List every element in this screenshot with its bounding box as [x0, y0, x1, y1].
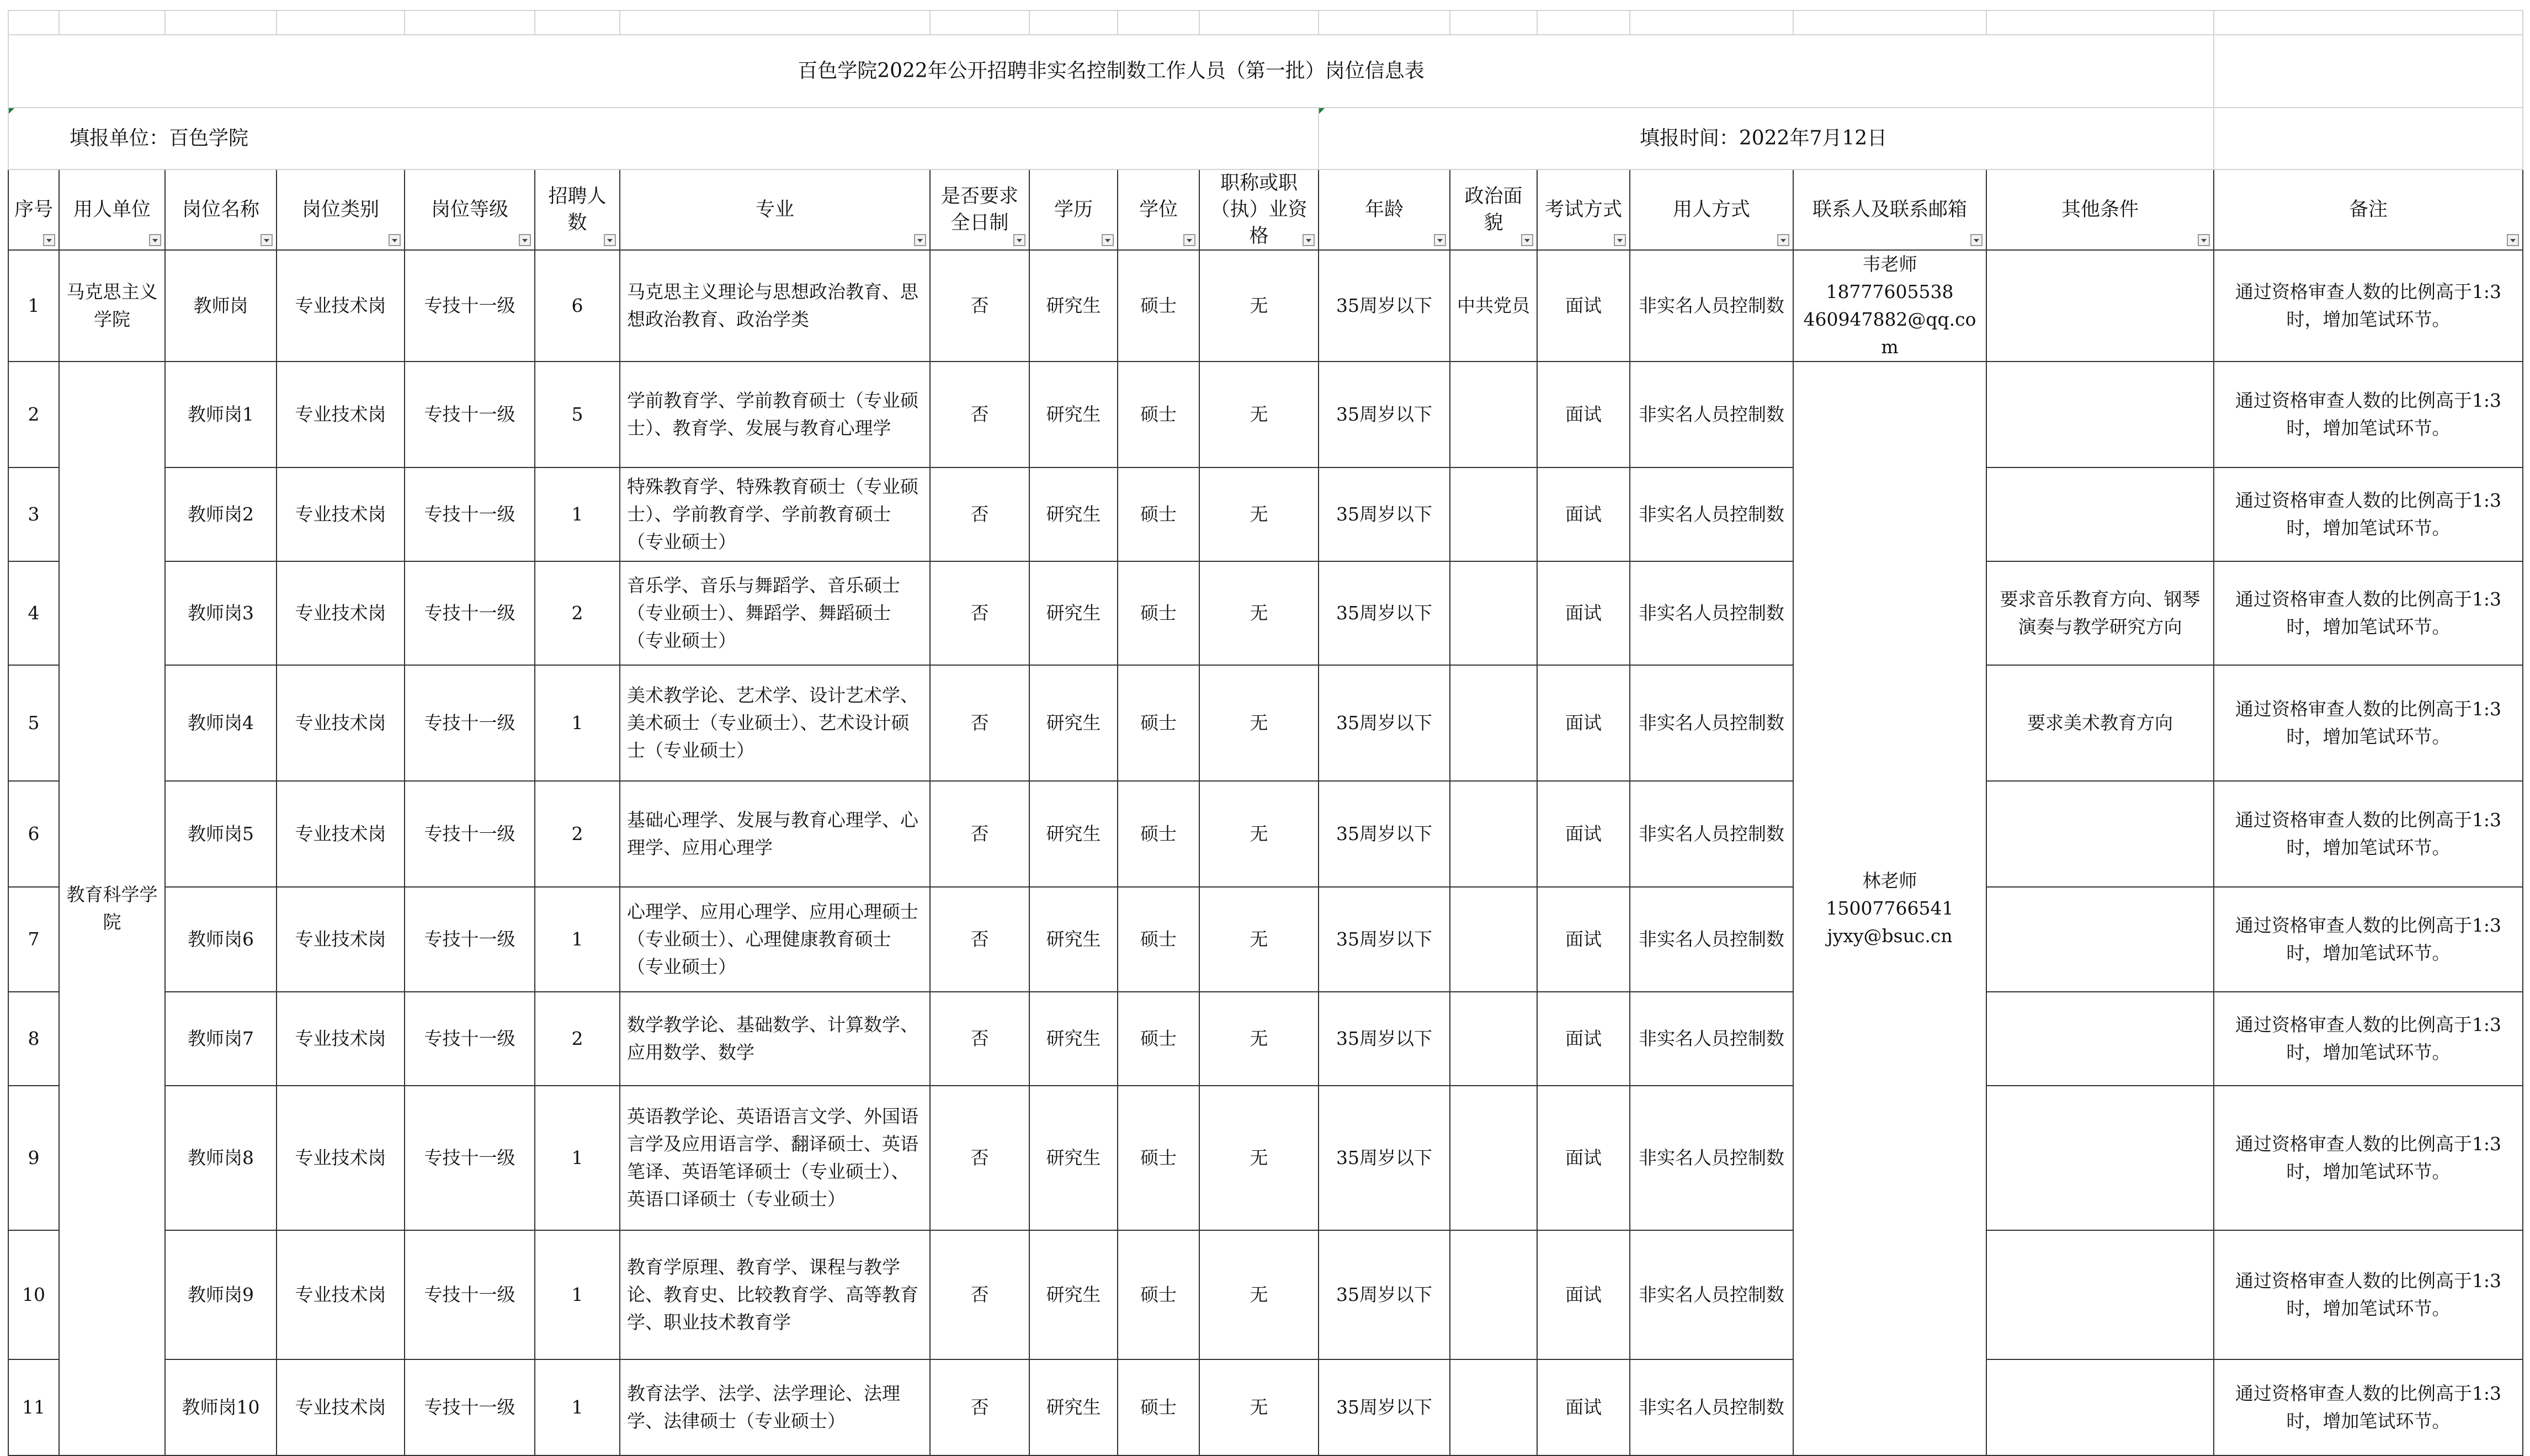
major-cell[interactable]: 基础心理学、发展与教育心理学、心理学、应用心理学 [620, 781, 930, 887]
fulltime-cell[interactable]: 否 [930, 665, 1029, 781]
age-cell[interactable]: 35周岁以下 [1319, 250, 1450, 362]
header-label: 岗位类别 [301, 199, 379, 221]
age-cell[interactable]: 35周岁以下 [1319, 992, 1450, 1086]
table-row [8, 250, 2523, 362]
major-cell[interactable]: 学前教育学、学前教育硕士（专业硕士）、教育学、发展与教育心理学 [620, 362, 930, 467]
header-cell[interactable] [165, 169, 277, 250]
row-number[interactable]: 9 [8, 1086, 59, 1230]
education-cell[interactable]: 研究生 [1029, 992, 1118, 1086]
political-cell[interactable] [1450, 362, 1537, 467]
education-cell[interactable]: 研究生 [1029, 1359, 1118, 1455]
title-row [8, 35, 2523, 108]
political-cell[interactable]: 中共党员 [1450, 250, 1537, 362]
exam-cell[interactable]: 面试 [1537, 250, 1630, 362]
note-cell[interactable]: 通过资格审查人数的比例高于1:3时，增加笔试环节。 [2214, 250, 2523, 362]
header-label: 是否要求全日制 [940, 185, 1018, 234]
row-number[interactable]: 3 [8, 467, 59, 561]
post-level[interactable]: 专技十一级 [405, 992, 535, 1086]
row-number[interactable]: 4 [8, 561, 59, 665]
filter-dropdown-icon[interactable] [1183, 234, 1195, 246]
filter-dropdown-icon[interactable] [519, 234, 531, 246]
filter-dropdown-icon[interactable] [389, 234, 401, 246]
education-cell[interactable]: 研究生 [1029, 887, 1118, 992]
header-cell[interactable] [1986, 169, 2214, 250]
contact-email: jyxy@bsuc.cn [1827, 925, 1953, 947]
major-cell[interactable]: 英语教学论、英语语言文学、外国语言学及应用语言学、翻译硕士、英语笔译、英语笔译硕士（专业硕士）、英语口译硕士（专业硕士） [620, 1086, 930, 1230]
header-cell[interactable] [59, 169, 165, 250]
table-row [8, 665, 2523, 781]
exam-cell[interactable]: 面试 [1537, 1230, 1630, 1359]
post-name[interactable]: 教师岗4 [165, 665, 277, 781]
political-cell[interactable] [1450, 1359, 1537, 1455]
qualification-cell[interactable]: 无 [1199, 1359, 1319, 1455]
spreadsheet [8, 10, 2523, 1456]
education-cell[interactable]: 研究生 [1029, 1230, 1118, 1359]
post-category[interactable]: 专业技术岗 [277, 1230, 405, 1359]
hire-count[interactable]: 5 [535, 362, 620, 467]
post-level[interactable]: 专技十一级 [405, 781, 535, 887]
exam-cell[interactable]: 面试 [1537, 467, 1630, 561]
political-cell[interactable] [1450, 665, 1537, 781]
fulltime-cell[interactable]: 否 [930, 1359, 1029, 1455]
cell-marker-icon [1319, 108, 1325, 114]
education-cell[interactable]: 研究生 [1029, 250, 1118, 362]
degree-cell[interactable]: 硕士 [1118, 781, 1199, 887]
post-name[interactable]: 教师岗7 [165, 992, 277, 1086]
job-info-table [8, 10, 2523, 1456]
post-name[interactable]: 教师岗2 [165, 467, 277, 561]
header-label: 职称或职（执）业资格 [1210, 172, 1307, 247]
note-cell[interactable]: 通过资格审查人数的比例高于1:3时，增加笔试环节。 [2214, 665, 2523, 781]
contact-name: 韦老师 [1862, 253, 1917, 275]
table-row [8, 1359, 2523, 1455]
header-label: 招聘人数 [548, 185, 607, 234]
post-category[interactable]: 专业技术岗 [277, 561, 405, 665]
table-row [8, 1230, 2523, 1359]
qualification-cell[interactable]: 无 [1199, 561, 1319, 665]
filter-dropdown-icon[interactable] [1614, 234, 1626, 246]
header-label: 用人方式 [1672, 199, 1750, 221]
post-category[interactable]: 专业技术岗 [277, 887, 405, 992]
hire-count[interactable]: 1 [535, 665, 620, 781]
degree-cell[interactable]: 硕士 [1118, 467, 1199, 561]
post-level[interactable]: 专技十一级 [405, 1086, 535, 1230]
header-cell[interactable] [1199, 169, 1319, 250]
other-conditions-cell[interactable] [1986, 1086, 2214, 1230]
header-cell[interactable] [1029, 169, 1118, 250]
political-cell[interactable] [1450, 887, 1537, 992]
filter-dropdown-icon[interactable] [261, 234, 273, 246]
major-cell[interactable]: 教育学原理、教育学、课程与教学论、教育史、比较教育学、高等教育学、职业技术教育学 [620, 1230, 930, 1359]
post-name[interactable]: 教师岗8 [165, 1086, 277, 1230]
header-label: 岗位等级 [430, 199, 508, 221]
header-cell[interactable] [1118, 169, 1199, 250]
post-level[interactable]: 专技十一级 [405, 887, 535, 992]
employment-mode-cell[interactable]: 非实名人员控制数 [1630, 1230, 1793, 1359]
contact-phone: 15007766541 [1826, 897, 1954, 919]
fulltime-cell[interactable]: 否 [930, 992, 1029, 1086]
post-category[interactable]: 专业技术岗 [277, 467, 405, 561]
filter-dropdown-icon[interactable] [1102, 234, 1114, 246]
header-cell[interactable] [1630, 169, 1793, 250]
contact-email: 460947882@qq.com [1803, 309, 1976, 358]
political-cell[interactable] [1450, 781, 1537, 887]
filter-dropdown-icon[interactable] [149, 234, 161, 246]
note-cell[interactable]: 通过资格审查人数的比例高于1:3时，增加笔试环节。 [2214, 467, 2523, 561]
other-conditions-cell[interactable] [1986, 992, 2214, 1086]
note-cell[interactable]: 通过资格审查人数的比例高于1:3时，增加笔试环节。 [2214, 887, 2523, 992]
employment-mode-cell[interactable]: 非实名人员控制数 [1630, 1086, 1793, 1230]
post-name[interactable]: 教师岗1 [165, 362, 277, 467]
exam-cell[interactable]: 面试 [1537, 561, 1630, 665]
table-row [8, 781, 2523, 887]
header-cell[interactable] [1319, 169, 1450, 250]
employment-mode-cell[interactable]: 非实名人员控制数 [1630, 665, 1793, 781]
qualification-cell[interactable]: 无 [1199, 467, 1319, 561]
post-name[interactable]: 教师岗5 [165, 781, 277, 887]
post-category[interactable]: 专业技术岗 [277, 250, 405, 362]
fulltime-cell[interactable]: 否 [930, 1086, 1029, 1230]
qualification-cell[interactable]: 无 [1199, 887, 1319, 992]
header-cell[interactable] [620, 169, 930, 250]
header-cell[interactable] [405, 169, 535, 250]
row-number[interactable]: 11 [8, 1359, 59, 1455]
post-name[interactable]: 教师岗 [165, 250, 277, 362]
major-cell[interactable]: 美术教学论、艺术学、设计艺术学、美术硕士（专业硕士）、艺术设计硕士（专业硕士） [620, 665, 930, 781]
filter-dropdown-icon[interactable] [2507, 234, 2519, 246]
fulltime-cell[interactable]: 否 [930, 1230, 1029, 1359]
other-conditions-cell[interactable] [1986, 250, 2214, 362]
note-cell[interactable]: 通过资格审查人数的比例高于1:3时，增加笔试环节。 [2214, 992, 2523, 1086]
post-level[interactable]: 专技十一级 [405, 665, 535, 781]
major-cell[interactable]: 音乐学、音乐与舞蹈学、音乐硕士（专业硕士）、舞蹈学、舞蹈硕士（专业硕士） [620, 561, 930, 665]
fulltime-cell[interactable]: 否 [930, 561, 1029, 665]
table-row [8, 561, 2523, 665]
age-cell[interactable]: 35周岁以下 [1319, 1086, 1450, 1230]
unit-cell[interactable]: 马克思主义学院 [59, 250, 165, 362]
contact-name: 林老师 [1862, 870, 1917, 891]
row-number[interactable]: 7 [8, 887, 59, 992]
hire-count[interactable]: 1 [535, 1086, 620, 1230]
note-cell[interactable]: 通过资格审查人数的比例高于1:3时，增加笔试环节。 [2214, 362, 2523, 467]
note-cell[interactable]: 通过资格审查人数的比例高于1:3时，增加笔试环节。 [2214, 1086, 2523, 1230]
filter-dropdown-icon[interactable] [1521, 234, 1533, 246]
employment-mode-cell[interactable]: 非实名人员控制数 [1630, 250, 1793, 362]
contact-phone: 18777605538 [1826, 281, 1954, 302]
header-label: 用人单位 [73, 199, 151, 221]
qualification-cell[interactable]: 无 [1199, 781, 1319, 887]
exam-cell[interactable]: 面试 [1537, 1359, 1630, 1455]
degree-cell[interactable]: 硕士 [1118, 362, 1199, 467]
note-cell[interactable]: 通过资格审查人数的比例高于1:3时，增加笔试环节。 [2214, 561, 2523, 665]
header-cell[interactable] [8, 169, 59, 250]
note-cell[interactable]: 通过资格审查人数的比例高于1:3时，增加笔试环节。 [2214, 1230, 2523, 1359]
filter-dropdown-icon[interactable] [2198, 234, 2210, 246]
degree-cell[interactable]: 硕士 [1118, 992, 1199, 1086]
exam-cell[interactable]: 面试 [1537, 665, 1630, 781]
hire-count[interactable]: 2 [535, 992, 620, 1086]
filter-dropdown-icon[interactable] [1434, 234, 1446, 246]
post-level[interactable]: 专技十一级 [405, 1230, 535, 1359]
exam-cell[interactable]: 面试 [1537, 887, 1630, 992]
hire-count[interactable]: 2 [535, 781, 620, 887]
filter-dropdown-icon[interactable] [1303, 234, 1315, 246]
post-category[interactable]: 专业技术岗 [277, 665, 405, 781]
post-name[interactable]: 教师岗9 [165, 1230, 277, 1359]
qualification-cell[interactable]: 无 [1199, 1086, 1319, 1230]
post-name[interactable]: 教师岗3 [165, 561, 277, 665]
employment-mode-cell[interactable]: 非实名人员控制数 [1630, 467, 1793, 561]
contact-cell[interactable] [1793, 362, 1986, 1455]
age-cell[interactable]: 35周岁以下 [1319, 665, 1450, 781]
age-cell[interactable]: 35周岁以下 [1319, 1230, 1450, 1359]
fill-time-cell[interactable] [1319, 108, 2214, 169]
other-conditions-cell[interactable]: 要求美术教育方向 [1986, 665, 2214, 781]
header-label: 岗位名称 [182, 199, 259, 221]
header-label: 学位 [1139, 199, 1178, 221]
other-conditions-cell[interactable] [1986, 887, 2214, 992]
employment-mode-cell[interactable]: 非实名人员控制数 [1630, 362, 1793, 467]
header-label: 年龄 [1364, 199, 1404, 221]
header-cell[interactable] [1537, 169, 1630, 250]
hire-count[interactable]: 1 [535, 1230, 620, 1359]
political-cell[interactable] [1450, 1086, 1537, 1230]
hire-count[interactable]: 1 [535, 1359, 620, 1455]
qualification-cell[interactable]: 无 [1199, 250, 1319, 362]
age-cell[interactable]: 35周岁以下 [1319, 887, 1450, 992]
header-label: 序号 [14, 199, 54, 221]
other-conditions-cell[interactable] [1986, 781, 2214, 887]
post-category[interactable]: 专业技术岗 [277, 362, 405, 467]
education-cell[interactable]: 研究生 [1029, 665, 1118, 781]
age-cell[interactable]: 35周岁以下 [1319, 1359, 1450, 1455]
hire-count[interactable]: 1 [535, 887, 620, 992]
fulltime-cell[interactable]: 否 [930, 887, 1029, 992]
header-label: 政治面貌 [1464, 185, 1523, 234]
header-label: 专业 [755, 199, 794, 221]
header-cell[interactable] [930, 169, 1029, 250]
header-cell[interactable] [2214, 169, 2523, 250]
political-cell[interactable] [1450, 561, 1537, 665]
fill-time: 填报时间：2022年7月12日 [1639, 127, 1888, 150]
hire-count[interactable]: 2 [535, 561, 620, 665]
filter-dropdown-icon[interactable] [914, 234, 926, 246]
age-cell[interactable]: 35周岁以下 [1319, 362, 1450, 467]
education-cell[interactable]: 研究生 [1029, 561, 1118, 665]
post-category[interactable]: 专业技术岗 [277, 781, 405, 887]
note-cell[interactable]: 通过资格审查人数的比例高于1:3时，增加笔试环节。 [2214, 781, 2523, 887]
employment-mode-cell[interactable]: 非实名人员控制数 [1630, 1359, 1793, 1455]
degree-cell[interactable]: 硕士 [1118, 665, 1199, 781]
fill-unit: 填报单位：百色学院 [70, 127, 249, 150]
degree-cell[interactable]: 硕士 [1118, 887, 1199, 992]
header-label: 备注 [2348, 199, 2388, 221]
employment-mode-cell[interactable]: 非实名人员控制数 [1630, 781, 1793, 887]
education-cell[interactable]: 研究生 [1029, 1086, 1118, 1230]
post-name[interactable]: 教师岗6 [165, 887, 277, 992]
post-category[interactable]: 专业技术岗 [277, 992, 405, 1086]
filter-dropdown-icon[interactable] [1013, 234, 1025, 246]
table-row [8, 467, 2523, 561]
header-cell[interactable] [277, 169, 405, 250]
header-row [8, 169, 2523, 250]
post-category[interactable]: 专业技术岗 [277, 1086, 405, 1230]
header-label: 其他条件 [2061, 199, 2139, 221]
qualification-cell[interactable]: 无 [1199, 665, 1319, 781]
filter-dropdown-icon[interactable] [43, 234, 55, 246]
exam-cell[interactable]: 面试 [1537, 781, 1630, 887]
contact-cell[interactable] [1793, 250, 1986, 362]
major-cell[interactable]: 特殊教育学、特殊教育硕士（专业硕士）、学前教育学、学前教育硕士（专业硕士） [620, 467, 930, 561]
degree-cell[interactable]: 硕士 [1118, 1359, 1199, 1455]
hire-count[interactable]: 1 [535, 467, 620, 561]
employment-mode-cell[interactable]: 非实名人员控制数 [1630, 887, 1793, 992]
age-cell[interactable]: 35周岁以下 [1319, 561, 1450, 665]
fulltime-cell[interactable]: 否 [930, 250, 1029, 362]
post-level[interactable]: 专技十一级 [405, 250, 535, 362]
fulltime-cell[interactable]: 否 [930, 467, 1029, 561]
post-level[interactable]: 专技十一级 [405, 467, 535, 561]
education-cell[interactable]: 研究生 [1029, 362, 1118, 467]
header-cell[interactable] [1450, 169, 1537, 250]
header-label: 联系人及联系邮箱 [1812, 199, 1967, 221]
header-label: 学历 [1054, 199, 1093, 221]
political-cell[interactable] [1450, 992, 1537, 1086]
post-level[interactable]: 专技十一级 [405, 1359, 535, 1455]
major-cell[interactable]: 心理学、应用心理学、应用心理硕士（专业硕士）、心理健康教育硕士（专业硕士） [620, 887, 930, 992]
degree-cell[interactable]: 硕士 [1118, 250, 1199, 362]
major-cell[interactable]: 数学教学论、基础数学、计算数学、应用数学、数学 [620, 992, 930, 1086]
table-row [8, 1086, 2523, 1230]
blank-row [8, 10, 2523, 35]
education-cell[interactable]: 研究生 [1029, 781, 1118, 887]
row-number[interactable]: 8 [8, 992, 59, 1086]
age-cell[interactable]: 35周岁以下 [1319, 467, 1450, 561]
employment-mode-cell[interactable]: 非实名人员控制数 [1630, 992, 1793, 1086]
header-cell[interactable] [1793, 169, 1986, 250]
employment-mode-cell[interactable]: 非实名人员控制数 [1630, 561, 1793, 665]
table-row [8, 992, 2523, 1086]
table-row [8, 362, 2523, 467]
fill-unit-cell[interactable] [8, 108, 1319, 169]
note-cell[interactable]: 通过资格审查人数的比例高于1:3时，增加笔试环节。 [2214, 1359, 2523, 1455]
political-cell[interactable] [1450, 467, 1537, 561]
other-conditions-cell[interactable] [1986, 467, 2214, 561]
row-number[interactable]: 6 [8, 781, 59, 887]
table-row [8, 887, 2523, 992]
filter-dropdown-icon[interactable] [604, 234, 616, 246]
fulltime-cell[interactable]: 否 [930, 781, 1029, 887]
other-conditions-cell[interactable] [1986, 1230, 2214, 1359]
post-level[interactable]: 专技十一级 [405, 362, 535, 467]
political-cell[interactable] [1450, 1230, 1537, 1359]
qualification-cell[interactable]: 无 [1199, 992, 1319, 1086]
row-number[interactable]: 5 [8, 665, 59, 781]
fulltime-cell[interactable]: 否 [930, 362, 1029, 467]
degree-cell[interactable]: 硕士 [1118, 561, 1199, 665]
post-category[interactable]: 专业技术岗 [277, 1359, 405, 1455]
cell-marker-icon [9, 108, 14, 114]
header-cell[interactable] [535, 169, 620, 250]
exam-cell[interactable]: 面试 [1537, 1086, 1630, 1230]
exam-cell[interactable]: 面试 [1537, 992, 1630, 1086]
post-level[interactable]: 专技十一级 [405, 561, 535, 665]
other-conditions-cell[interactable] [1986, 1359, 2214, 1455]
row-number[interactable]: 2 [8, 362, 59, 467]
major-cell[interactable]: 马克思主义理论与思想政治教育、思想政治教育、政治学类 [620, 250, 930, 362]
sheet-title[interactable]: 百色学院2022年公开招聘非实名控制数工作人员（第一批）岗位信息表 [8, 35, 2214, 108]
exam-cell[interactable]: 面试 [1537, 362, 1630, 467]
row-number[interactable]: 10 [8, 1230, 59, 1359]
major-cell[interactable]: 教育法学、法学、法学理论、法理学、法律硕士（专业硕士） [620, 1359, 930, 1455]
unit-cell[interactable]: 教育科学学院 [59, 362, 165, 1455]
age-cell[interactable]: 35周岁以下 [1319, 781, 1450, 887]
filter-dropdown-icon[interactable] [1777, 234, 1789, 246]
other-conditions-cell[interactable] [1986, 362, 2214, 467]
row-number[interactable]: 1 [8, 250, 59, 362]
header-label: 考试方式 [1544, 199, 1622, 221]
degree-cell[interactable]: 硕士 [1118, 1086, 1199, 1230]
other-conditions-cell[interactable]: 要求音乐教育方向、钢琴演奏与教学研究方向 [1986, 561, 2214, 665]
qualification-cell[interactable]: 无 [1199, 362, 1319, 467]
post-name[interactable]: 教师岗10 [165, 1359, 277, 1455]
education-cell[interactable]: 研究生 [1029, 467, 1118, 561]
qualification-cell[interactable]: 无 [1199, 1230, 1319, 1359]
fill-info-row [8, 108, 2523, 169]
hire-count[interactable]: 6 [535, 250, 620, 362]
degree-cell[interactable]: 硕士 [1118, 1230, 1199, 1359]
filter-dropdown-icon[interactable] [1970, 234, 1982, 246]
